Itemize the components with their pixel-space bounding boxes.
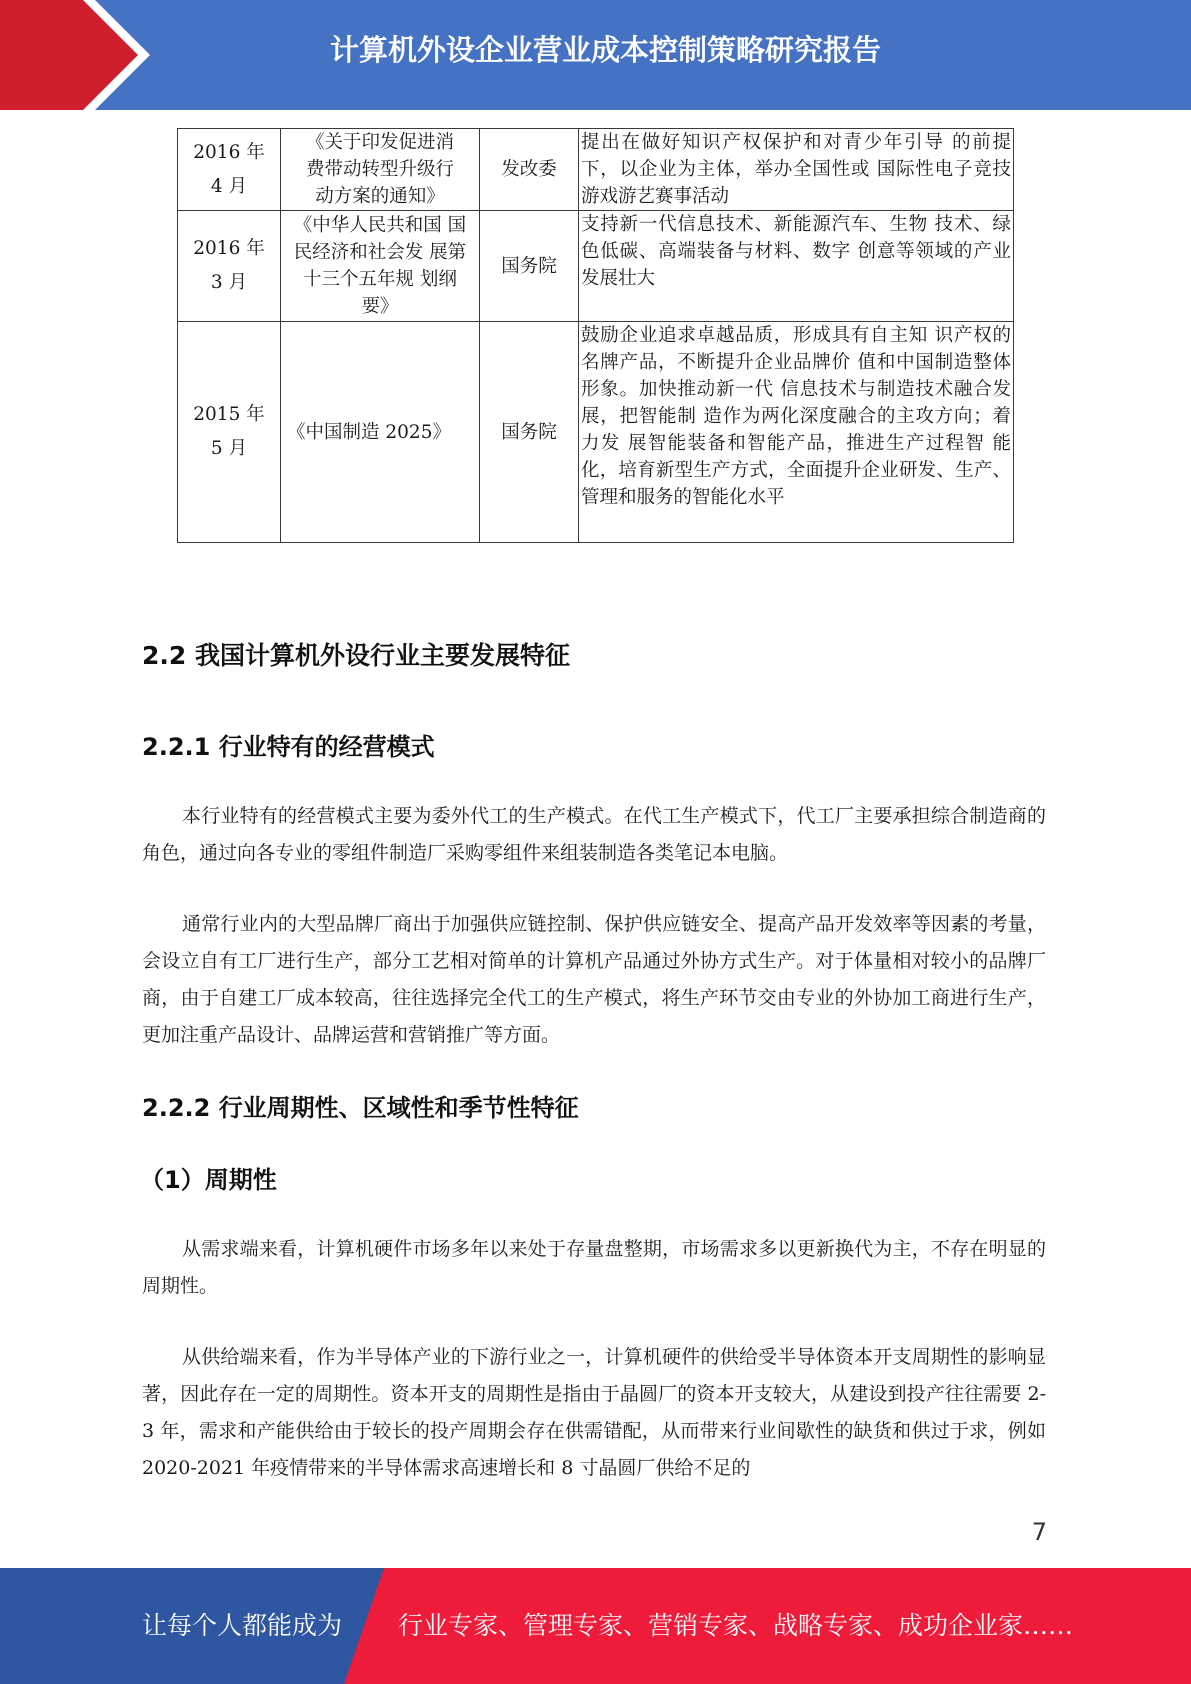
- table-row: [178, 322, 1014, 543]
- section-heading-2-2-2: 2.2.2 行业周期性、区域性和季节性特征: [142, 1094, 579, 1122]
- policy-table: [177, 128, 1014, 543]
- content-cell: 提出在做好知识产权保护和对青少年引导 的前提下，以企业为主体，举办全国性或 国际性电子竞技游戏游艺赛事活动: [579, 129, 1014, 211]
- report-title: 计算机外设企业营业成本控制策略研究报告: [329, 33, 881, 67]
- issuer-cell: 发改委: [480, 129, 579, 211]
- subsection-heading-cyclicality: （1）周期性: [140, 1166, 277, 1194]
- document-cell: 《关于印发促进消 费带动转型升级行 动方案的通知》: [281, 129, 480, 211]
- table-row: [178, 129, 1014, 211]
- document-cell: 《中华人民共和国 国 民经济和社会发 展第 十三个五年规 划纲 要》: [281, 211, 480, 322]
- content-cell: 支持新一代信息技术、新能源汽车、生物 技术、绿色低碳、高端装备与材料、数字 创意等领域的产业发展壮大: [579, 211, 1014, 322]
- issuer-cell: 国务院: [480, 211, 579, 322]
- page-header: [0, 0, 1191, 110]
- footer-slogan-right: 行业专家、管理专家、营销专家、战略专家、成功企业家……: [398, 1611, 1074, 1640]
- document-cell: 《中国制造 2025》: [281, 322, 480, 543]
- section-heading-2-2: 2.2 我国计算机外设行业主要发展特征: [142, 641, 570, 670]
- page-number: 7: [1031, 1518, 1047, 1546]
- date-cell: 2016 年 4 月: [178, 129, 281, 211]
- date-cell: 2015 年 5 月: [178, 322, 281, 543]
- paragraph-business-model: 本行业特有的经营模式主要为委外代工的生产模式。在代工生产模式下，代工厂主要承担综合制造商的角色，通过向各专业的零组件制造厂采购零组件来组装制造各类笔记本电脑。: [142, 805, 1046, 864]
- page-footer: [0, 1568, 1191, 1684]
- paragraph-demand-side: 从需求端来看，计算机硬件市场多年以来处于存量盘整期，市场需求多以更新换代为主，不存在明显的周期性。: [142, 1238, 1046, 1297]
- date-cell: 2016 年 3 月: [178, 211, 281, 322]
- content-cell: 鼓励企业追求卓越品质，形成具有自主知 识产权的名牌产品，不断提升企业品牌价 值和中国制造整体形象。加快推动新一代 信息技术与制造技术融合发展，把智能制 造作为两化深度融合的主攻方向；着力发 展智能装备和智能产品，推进生产过程智 能化，培育新型生产方式，全面提升企业研发、生产、管理和服务的智能化水平: [579, 322, 1014, 543]
- issuer-cell: 国务院: [480, 322, 579, 543]
- footer-slogan-left: 让每个人都能成为: [142, 1611, 343, 1640]
- paragraph-brand-manufacturers: 通常行业内的大型品牌厂商出于加强供应链控制、保护供应链安全、提高产品开发效率等因素的考量，会设立自有工厂进行生产，部分工艺相对简单的计算机产品通过外协方式生产。对于体量相对较小的品牌厂商，由于自建工厂成本较高，往往选择完全代工的生产模式，将生产环节交由专业的外协加工商进行生产，更加注重产品设计、品牌运营和营销推广等方面。: [142, 913, 1046, 1046]
- section-heading-2-2-1: 2.2.1 行业特有的经营模式: [142, 733, 435, 761]
- table-row: [178, 211, 1014, 322]
- paragraph-supply-side: 从供给端来看，作为半导体产业的下游行业之一，计算机硬件的供给受半导体资本开支周期性的影响显著，因此存在一定的周期性。资本开支的周期性是指由于晶圆厂的资本开支较大，从建设到投产往往需要 2-3 年，需求和产能供给由于较长的投产周期会存在供需错配，从而带来行业间歇性的缺货和供过于求，例如 2020-2021 年疫情带来的半导体需求高速增长和 8 寸晶圆厂供给不足的: [142, 1346, 1046, 1479]
